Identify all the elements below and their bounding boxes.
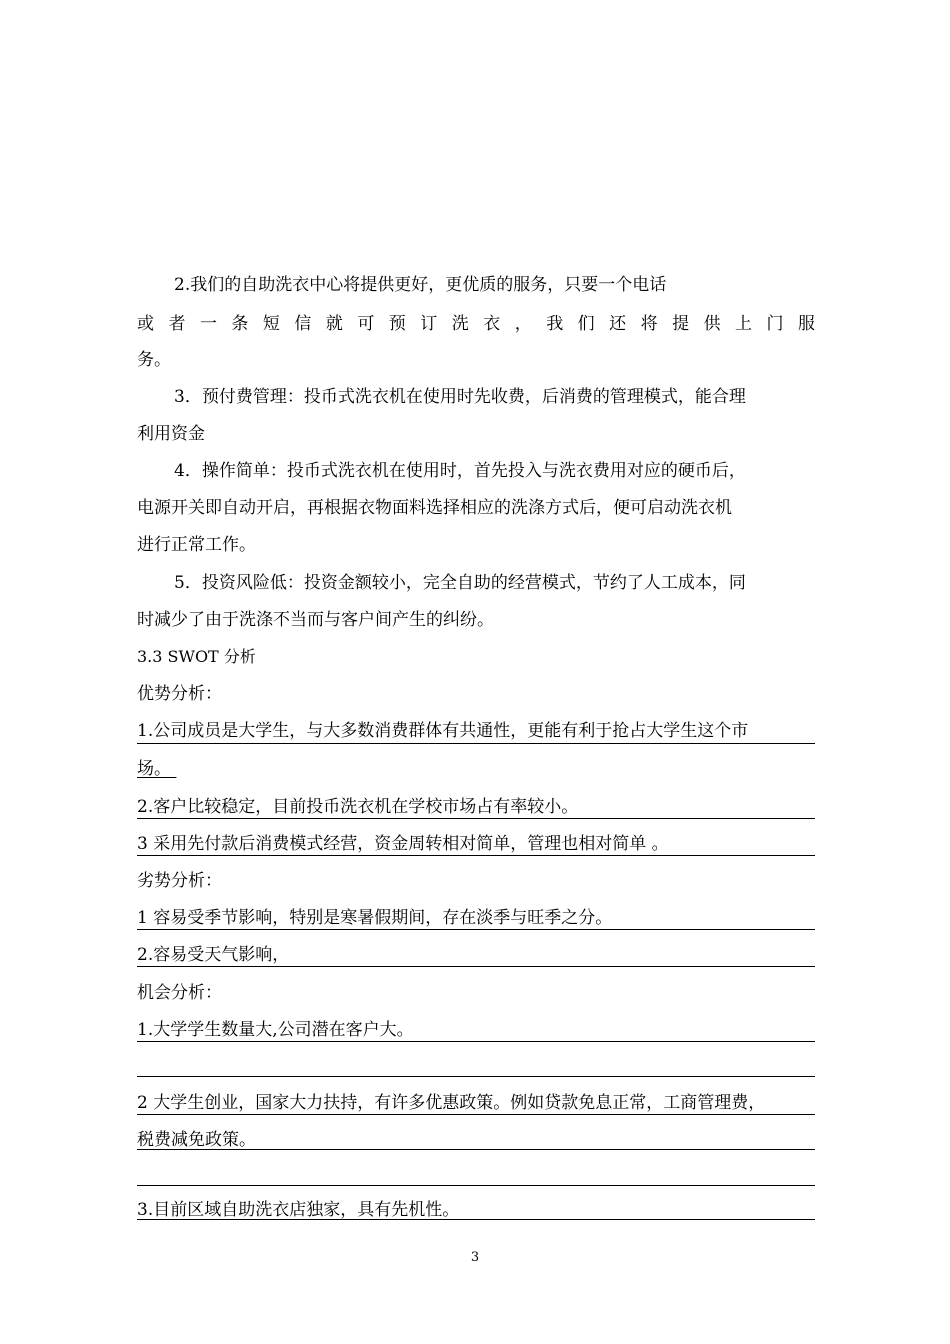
opportunity-1: 1.大学学生数量大,公司潜在客户大。 xyxy=(137,1020,414,1040)
underline-rule xyxy=(137,1149,815,1150)
opportunity-2-line-2: 税费减免政策。 xyxy=(137,1130,256,1150)
strength-2: 2.客户比较稳定，目前投币洗衣机在学校市场占有率较小。 xyxy=(137,797,579,817)
opportunity-2-line-1: 2 大学生创业，国家大力扶持，有许多优惠政策。例如贷款免息正常，工商管理费， xyxy=(137,1093,766,1113)
opportunities-title: 机会分析： xyxy=(137,983,222,1003)
underline-rule xyxy=(137,929,815,930)
para-2-line-2: 或者一条短信就可预订洗衣，我们还将提供上门服 xyxy=(137,314,815,334)
para-3-line-1: 3．预付费管理：投币式洗衣机在使用时先收费，后消费的管理模式，能合理 xyxy=(174,387,746,407)
para-5-line-1: 5．投资风险低：投资金额较小，完全自助的经营模式，节约了人工成本，同 xyxy=(174,573,746,593)
para-3-line-2: 利用资金 xyxy=(137,424,205,444)
opportunity-3: 3.目前区域自助洗衣店独家，具有先机性。 xyxy=(137,1200,460,1220)
weaknesses-title: 劣势分析： xyxy=(137,871,222,891)
strengths-title: 优势分析： xyxy=(137,684,222,704)
strength-3: 3 采用先付款后消费模式经营，资金周转相对简单，管理也相对简单 。 xyxy=(137,834,669,854)
underline-rule xyxy=(137,1114,815,1115)
swot-heading: 3.3 SWOT 分析 xyxy=(137,647,256,666)
underline-rule xyxy=(137,855,815,856)
underline-rule xyxy=(137,1041,815,1042)
para-2-line-3: 务。 xyxy=(137,350,171,370)
para-5-line-2: 时减少了由于洗涤不当而与客户间产生的纠纷。 xyxy=(137,610,494,630)
para-4-line-3: 进行正常工作。 xyxy=(137,535,256,555)
underline-rule xyxy=(137,743,815,744)
para-4-line-2: 电源开关即自动开启，再根据衣物面料选择相应的洗涤方式后，便可启动洗衣机 xyxy=(137,498,732,518)
underline-rule xyxy=(137,966,815,967)
underline-rule xyxy=(137,1219,815,1220)
blank-underline-rule xyxy=(137,1076,815,1077)
para-4-line-1: 4．操作简单：投币式洗衣机在使用时，首先投入与洗衣费用对应的硬币后， xyxy=(174,461,746,481)
weakness-1: 1 容易受季节影响，特别是寒暑假期间，存在淡季与旺季之分。 xyxy=(137,908,613,928)
strength-1-line-1: 1.公司成员是大学生，与大多数消费群体有共通性，更能有利于抢占大学生这个市 xyxy=(137,721,749,741)
weakness-2: 2.容易受天气影响， xyxy=(137,945,290,965)
blank-underline-rule xyxy=(137,1185,815,1186)
strength-1-line-2: 场。 xyxy=(137,759,171,779)
page-number: 3 xyxy=(470,1250,480,1265)
para-2-line-1: 2.我们的自助洗衣中心将提供更好，更优质的服务，只要一个电话 xyxy=(174,275,667,295)
underline-rule xyxy=(137,818,815,819)
